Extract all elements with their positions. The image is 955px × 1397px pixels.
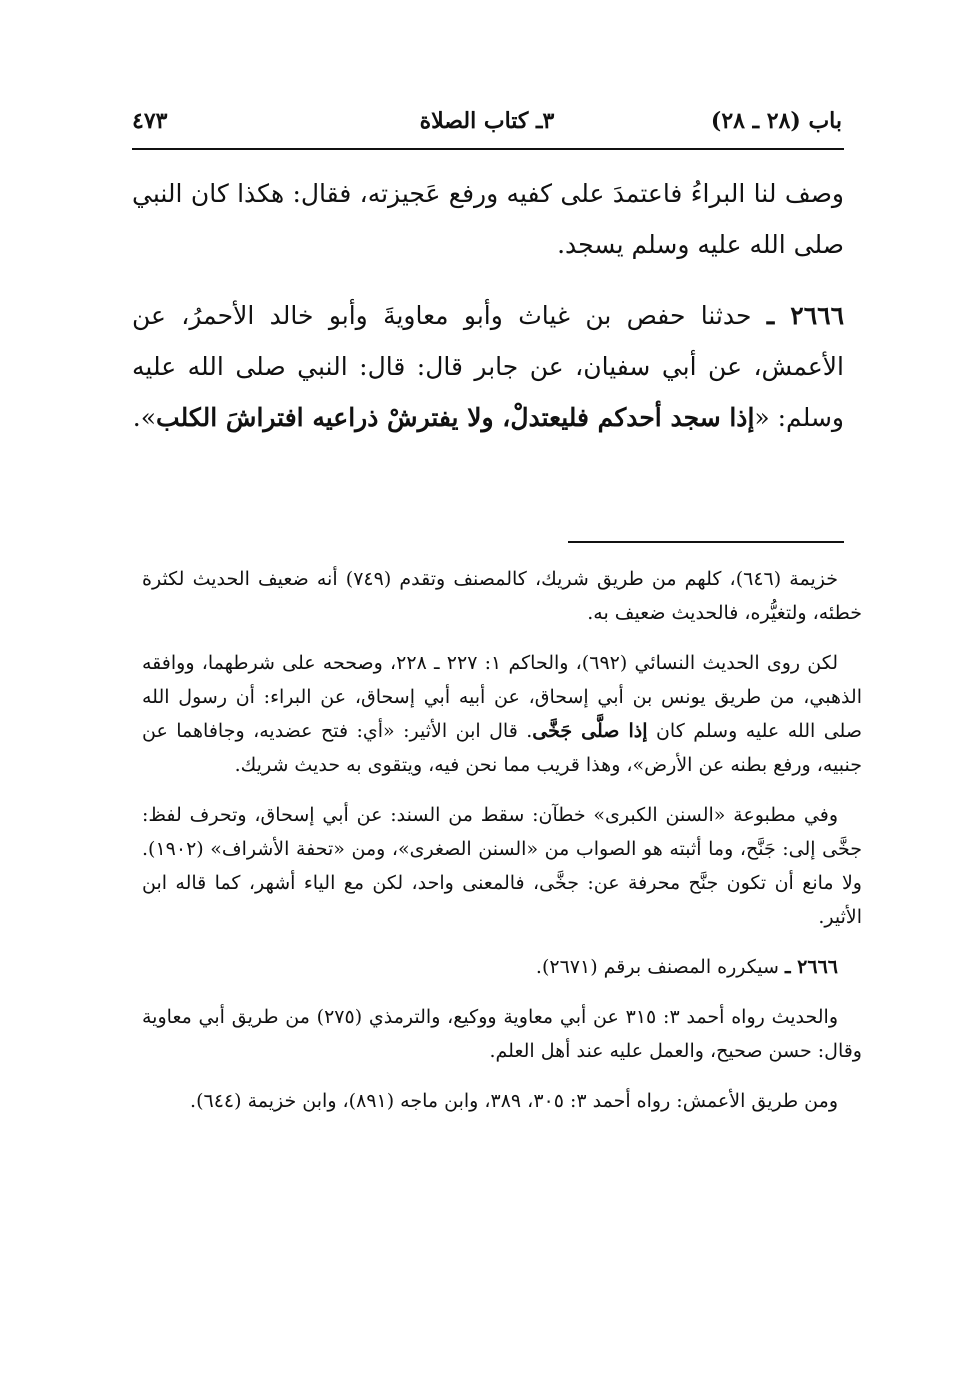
paragraph-continuation: وصف لنا البراءُ فاعتمدَ على كفيه ورفع عَجيزته، فقال: هكذا كان النبي صلى الله عليه وسلم يسجد. <box>132 179 844 259</box>
footnote-paragraph-6: ومن طريق الأعمش: رواه أحمد ٣: ٣٠٥، ٣٨٩، وابن ماجه (٨٩١)، وابن خزيمة (٦٤٤). <box>190 1090 838 1112</box>
footnote-paragraph-1: خزيمة (٦٤٦)، كلهم من طريق شريك، كالمصنف وتقدم (٧٤٩) أنه ضعيف الحديث لكثرة خطئه، ولتغيُّره، فالحديث ضعيف به. <box>142 568 862 624</box>
footnote-text: . قال ابن الأثير: «أي: فتح عضديه، وجافاهما عن جنبيه، ورفع بطنه عن الأرض»، وهذا قريب مما نحن فيه، ويتقوى به حديث شريك. <box>142 720 862 776</box>
footnote-paragraph-2 <box>142 646 862 782</box>
book-title: ٣ـ كتاب الصلاة <box>419 108 555 134</box>
hadith-number: ٢٦٦٦ ـ <box>766 301 845 330</box>
footnote-rule <box>568 541 844 543</box>
hadith-matn: إذا سجد أحدكم فليعتدلْ، ولا يفترشْ ذراعيه افتراشَ الكلب <box>156 403 755 432</box>
hadith-close: ». <box>132 403 157 432</box>
footnote-paragraph-4 <box>142 950 862 984</box>
hadith-chain: حدثنا حفص بن غياث وأبو معاويةَ وأبو خالد الأحمرُ، عن الأعمش، عن أبي سفيان، عن جابر قال: قال: النبي صلى الله عليه وسلم: « <box>132 301 844 432</box>
hadith-2666 <box>132 290 844 443</box>
chapter-reference: باب (٢٨ ـ ٢٨) <box>710 108 842 134</box>
footnote-paragraph-3: وفي مطبوعة «السنن الكبرى» خطآن: سقط من السند: عن أبي إسحاق، وتحرف لفظ: جخَّى إلى: جَنَّح، وما أثبته هو الصواب من «السنن الصغرى»، ومن «تحفة الأشراف» (١٩٠٢). ولا مانع أن تكون جنَّح محرفة عن: جخَّى، فالمعنى واحد، لكن مع الياء أشهر، كما قاله ابن الأثير. <box>142 804 862 928</box>
page-number: ٤٧٣ <box>132 108 168 134</box>
footnote-bold-phrase: إذا صلَّى جَخَّى <box>532 720 648 742</box>
footnote-hadith-number: ٢٦٦٦ ـ <box>784 956 838 978</box>
footnote-text: لكن روى الحديث النسائي (٦٩٢)، والحاكم ١: ٢٢٧ ـ ٢٢٨، وصححه على شرطهما، ووافقه الذهبي، من طريق يونس بن أبي إسحاق، عن أبيه أبي إسحاق، عن البراء: أن رسول الله صلى الله عليه وسلم كان <box>142 652 862 742</box>
header-rule <box>132 148 844 150</box>
footnote-text: سيكرره المصنف برقم (٢٦٧١). <box>535 956 779 978</box>
footnote-paragraph-5: والحديث رواه أحمد ٣: ٣١٥ عن أبي معاوية ووكيع، والترمذي (٢٧٥) من طريق أبي معاوية وقال: حسن صحيح، والعمل عليه عند أهل العلم. <box>142 1006 862 1062</box>
footnotes <box>142 562 862 1134</box>
running-header <box>132 98 842 144</box>
main-text <box>132 168 844 463</box>
